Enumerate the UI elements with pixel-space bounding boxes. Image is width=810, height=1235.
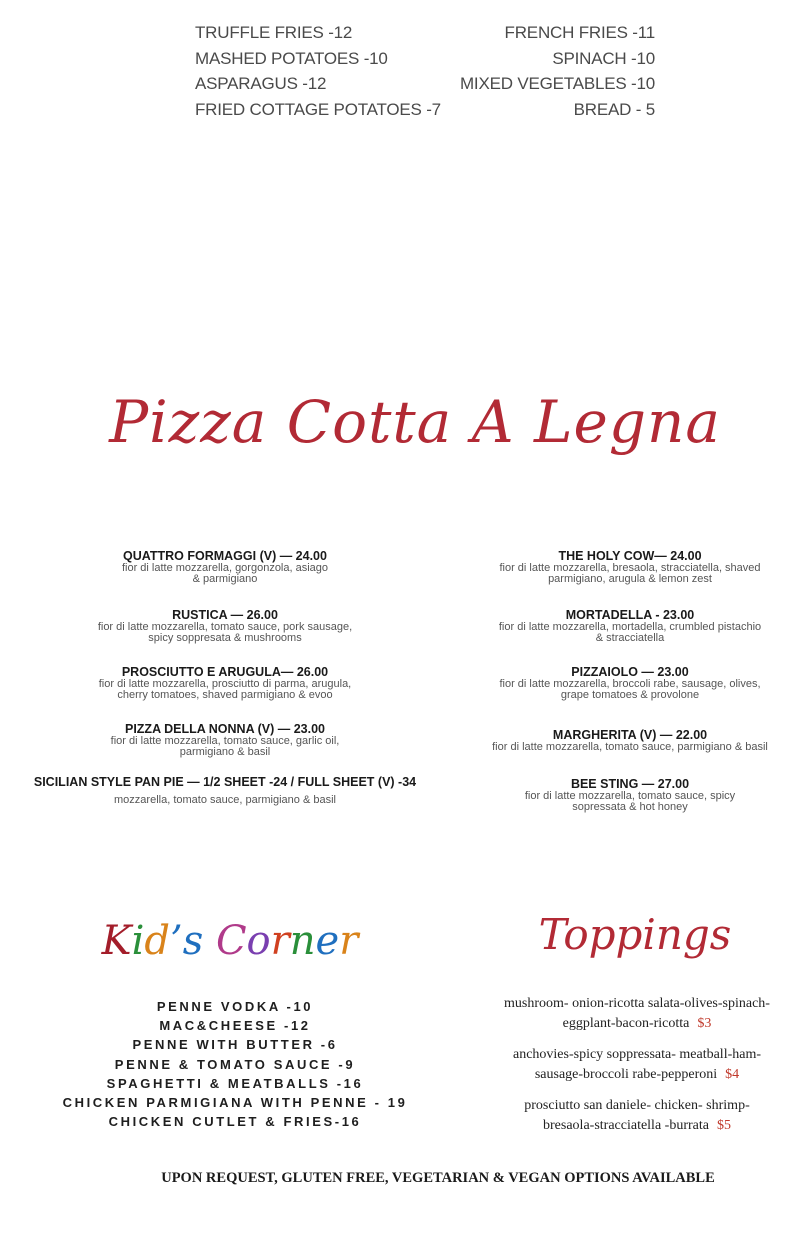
side-item: ASPARAGUS -12 — [195, 74, 327, 93]
toppings-title: Toppings — [538, 910, 732, 959]
kids-menu-item: CHICKEN CUTLET & FRIES-16 — [108, 1114, 362, 1130]
pizza-item — [450, 665, 810, 701]
kids-menu-list — [40, 997, 430, 1131]
pizza-name: PROSCIUTTO E ARUGULA— 26.00 — [121, 665, 329, 679]
pizza-description: grape tomatoes & provolone — [560, 689, 700, 701]
topping-price: $4 — [725, 1067, 740, 1082]
pizza-name: MARGHERITA (V) — 22.00 — [552, 728, 708, 742]
topping-group — [478, 1045, 796, 1085]
pizza-description: fior di latte mozzarella, tomato sauce, parmigiano & basil — [492, 741, 768, 753]
kids-title-letter: d — [144, 918, 170, 964]
pizza-description: fior di latte mozzarella, prosciutto di parma, arugula, — [98, 678, 352, 690]
kids-title-letter: r — [270, 918, 290, 964]
topping-line: anchovies-spicy soppressata- meatball-ham- — [512, 1047, 762, 1062]
side-row — [195, 71, 655, 97]
pizza-description: mozzarella, tomato sauce, parmigiano & basil — [114, 794, 336, 806]
topping-line: sausage-broccoli rabe-pepperoni — [534, 1067, 718, 1082]
pizza-description: parmigiano & basil — [179, 746, 271, 758]
kids-corner-title — [60, 918, 400, 964]
topping-line: eggplant-bacon-ricotta — [562, 1016, 690, 1031]
kids-menu-item: MAC&CHEESE -12 — [159, 1018, 311, 1034]
pizza-description: fior di latte mozzarella, broccoli rabe, sausage, olives, — [499, 678, 761, 690]
kids-menu-item: PENNE VODKA -10 — [156, 999, 314, 1014]
pizza-name: BEE STING — 27.00 — [570, 777, 690, 791]
pizza-description: cherry tomatoes, shaved parmigiano & evoo — [117, 689, 333, 701]
kids-title-letter: K — [101, 918, 132, 964]
pizza-description: & parmigiano — [192, 573, 258, 585]
pizza-description: spicy soppresata & mushrooms — [148, 632, 302, 644]
pizza-description: fior di latte mozzarella, tomato sauce, pork sausage, — [97, 621, 353, 633]
kids-title-letter: i — [131, 918, 145, 964]
pizza-item — [20, 608, 430, 644]
topping-group — [478, 994, 796, 1034]
pizza-name: QUATTRO FORMAGGI (V) — 24.00 — [123, 549, 327, 563]
kids-title-letter: C — [215, 918, 247, 964]
topping-price: $5 — [716, 1118, 731, 1133]
pizza-item — [450, 728, 810, 753]
pizza-description: fior di latte mozzarella, tomato sauce, garlic oil, — [110, 735, 340, 747]
topping-line: bresaola-stracciatella -burrata — [543, 1118, 709, 1133]
topping-line: mushroom- onion-ricotta salata-olives-spinach- — [504, 996, 770, 1011]
pizza-description: & stracciatella — [595, 632, 665, 644]
kids-title-letter: o — [246, 918, 271, 964]
side-item: FRIED COTTAGE POTATOES -7 — [195, 99, 441, 119]
pizza-item — [450, 608, 810, 644]
side-item: MIXED VEGETABLES -10 — [459, 74, 655, 93]
side-item: FRENCH FRIES -11 — [504, 23, 655, 42]
side-row — [195, 97, 655, 123]
pizza-item — [20, 665, 430, 701]
pizza-name: SICILIAN STYLE PAN PIE — 1/2 SHEET -24 / FULL SHEET (V) -34 — [33, 775, 417, 789]
pizza-item — [20, 549, 430, 585]
dietary-options-note: UPON REQUEST, GLUTEN FREE, VEGETARIAN & VEGAN OPTIONS AVAILABLE — [161, 1170, 715, 1186]
pizza-item — [20, 722, 430, 758]
kids-menu-item: PENNE & TOMATO SAUCE -9 — [114, 1056, 356, 1072]
kids-title-letter: n — [289, 918, 316, 964]
kids-title-letter: ’ — [169, 918, 183, 964]
kids-title-letter: e — [315, 918, 340, 964]
pizza-item — [20, 775, 430, 806]
kids-title-letter — [203, 918, 216, 964]
pizza-description: fior di latte mozzarella, tomato sauce, spicy — [524, 790, 736, 802]
pizza-description: fior di latte mozzarella, mortadella, crumbled pistachio — [498, 621, 762, 633]
pizza-name: PIZZA DELLA NONNA (V) — 23.00 — [124, 722, 326, 736]
side-row — [195, 20, 655, 46]
topping-line: prosciutto san daniele- chicken- shrimp- — [524, 1098, 750, 1113]
pizza-name: MORTADELLA - 23.00 — [565, 608, 695, 622]
pizza-name: RUSTICA — 26.00 — [172, 608, 278, 622]
pizza-section-title: Pizza Cotta A Legna — [109, 388, 721, 456]
pizza-description: sopressata & hot honey — [572, 801, 688, 813]
kids-menu-item: CHICKEN PARMIGIANA WITH PENNE - 19 — [62, 1095, 408, 1111]
side-item: TRUFFLE FRIES -12 — [195, 23, 353, 42]
toppings-list — [478, 994, 796, 1147]
side-item: MASHED POTATOES -10 — [195, 48, 388, 68]
side-item: BREAD - 5 — [573, 99, 655, 119]
pizza-description: fior di latte mozzarella, bresaola, stracciatella, shaved — [499, 562, 761, 574]
side-item: SPINACH -10 — [552, 48, 655, 68]
pizza-item — [450, 777, 810, 813]
pizza-description: parmigiano, arugula & lemon zest — [548, 573, 712, 585]
side-row — [195, 46, 655, 72]
pizza-name: PIZZAIOLO — 23.00 — [571, 665, 689, 679]
pizza-name: THE HOLY COW— 24.00 — [558, 549, 702, 563]
pizza-item — [450, 549, 810, 585]
sides-list — [195, 20, 655, 122]
pizza-description: fior di latte mozzarella, gorgonzola, asiago — [121, 562, 329, 574]
topping-group — [478, 1096, 796, 1136]
kids-menu-item: SPAGHETTI & MEATBALLS -16 — [106, 1075, 364, 1091]
kids-title-letter: s — [182, 918, 204, 964]
topping-price: $3 — [697, 1016, 712, 1031]
kids-title-letter: r — [339, 918, 359, 964]
kids-menu-item: PENNE WITH BUTTER -6 — [132, 1037, 338, 1053]
